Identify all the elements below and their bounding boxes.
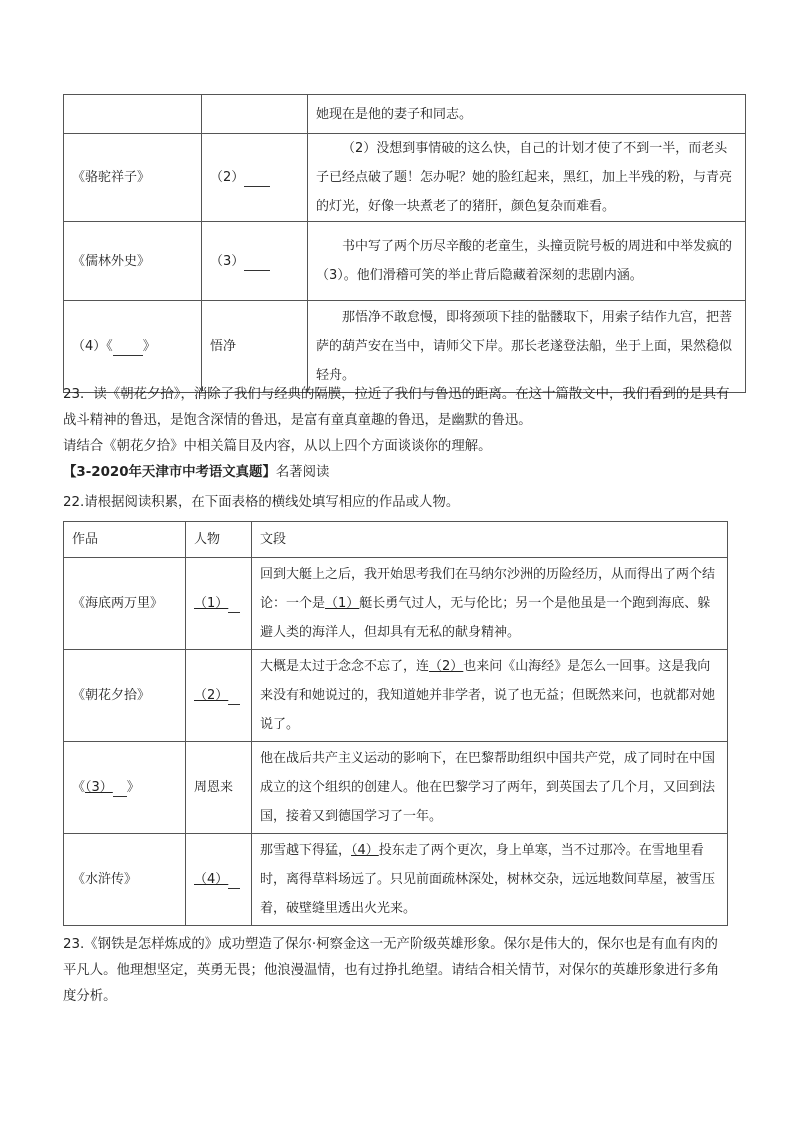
character-blank: （1） bbox=[186, 558, 252, 650]
answer-blank[interactable] bbox=[113, 339, 143, 356]
answer-blank[interactable] bbox=[228, 872, 240, 889]
character-blank: （2） bbox=[202, 134, 308, 222]
question-23-prompt: 23．读《朝花夕拾》，消除了我们与经典的隔膜，拉近了我们与鲁迅的距离。在这十篇散文中，我们看到的是具有战斗精神的鲁迅，是饱含深情的鲁迅，是富有童真童趣的鲁迅，是幽默的鲁迅。 bbox=[63, 387, 730, 428]
character-name: 悟净 bbox=[202, 301, 308, 393]
passage-text: 她现在是他的妻子和同志。 bbox=[308, 95, 746, 134]
work-title-blank: （4）《 》 bbox=[64, 301, 202, 393]
work-title: 《水浒传》 bbox=[64, 834, 186, 926]
works-table-1 bbox=[63, 94, 746, 393]
character-blank: （3） bbox=[202, 222, 308, 301]
question-22-prompt: 22.请根据阅读积累，在下面表格的横线处填写相应的作品或人物。 bbox=[63, 495, 460, 510]
passage-text: （2）没想到事情破的这么快，自己的计划才使了不到一半，而老头子已经点破了题！怎办呢？她的脸红起来，黑红，加上半残的粉，与青亮的灯光，好像一块煮老了的猪肝，颜色复杂而难看。 bbox=[308, 134, 746, 222]
answer-blank[interactable] bbox=[228, 596, 240, 613]
header-work: 作品 bbox=[64, 522, 186, 558]
passage-text: 那雪越下得猛，（4）投东走了两个更次，身上单寒，当不过那冷。在雪地里看时，离得草料场远了。只见前面疏林深处，树林交杂，远远地数间草屋，被雪压着，破壁缝里透出火光来。 bbox=[252, 834, 728, 926]
work-title: 《儒林外史》 bbox=[64, 222, 202, 301]
character-blank: （4） bbox=[186, 834, 252, 926]
work-title-blank: 《（3） 》 bbox=[64, 742, 186, 834]
character-name: 周恩来 bbox=[186, 742, 252, 834]
passage-text: 书中写了两个历尽辛酸的老童生，头撞贡院号板的周进和中举发疯的（3）。他们滑稽可笑的举止背后隐藏着深刻的悲剧内涵。 bbox=[308, 222, 746, 301]
passage-text: 他在战后共产主义运动的影响下，在巴黎帮助组织中国共产党，成了同时在中国成立的这个组织的创建人。他在巴黎学习了两年，到英国去了几个月，又回到法国，接着又到德国学习了一年。 bbox=[252, 742, 728, 834]
answer-blank[interactable] bbox=[244, 254, 270, 271]
cell-empty bbox=[64, 95, 202, 134]
answer-blank[interactable] bbox=[228, 688, 240, 705]
section-header: 【3-2020年天津市中考语文真题】名著阅读 bbox=[63, 465, 330, 480]
passage-text: 大概是太过于念念不忘了，连（2）也来问《山海经》是怎么一回事。这是我向来没有和她说过的，我知道她并非学者，说了也无益；但既然来问，也就都对她说了。 bbox=[252, 650, 728, 742]
question-23-instruction: 请结合《朝花夕拾》中相关篇目及内容，从以上四个方面谈谈你的理解。 bbox=[63, 439, 492, 454]
character-blank: （2） bbox=[186, 650, 252, 742]
header-passage: 文段 bbox=[252, 522, 728, 558]
cell-empty bbox=[202, 95, 308, 134]
answer-blank[interactable] bbox=[113, 780, 127, 797]
passage-text: 那悟净不敢怠慢，即将颈项下挂的骷髅取下，用索子结作九宫，把菩萨的葫芦安在当中，请师父下岸。那长老遂登法船，坐于上面，果然稳似轻舟。 bbox=[308, 301, 746, 393]
question-23b-prompt: 23.《钢铁是怎样炼成的》成功塑造了保尔·柯察金这一无产阶级英雄形象。保尔是伟大的，保尔也是有血有肉的平凡人。他理想坚定，英勇无畏；他浪漫温情，也有过挣扎绝望。请结合相关情节，对保尔的英雄形象进行多角度分析。 bbox=[63, 937, 720, 1004]
works-table-2 bbox=[63, 521, 728, 926]
work-title: 《海底两万里》 bbox=[64, 558, 186, 650]
work-title: 《朝花夕拾》 bbox=[64, 650, 186, 742]
work-title: 《骆驼祥子》 bbox=[64, 134, 202, 222]
header-character: 人物 bbox=[186, 522, 252, 558]
passage-text: 回到大艇上之后，我开始思考我们在马纳尔沙洲的历险经历，从而得出了两个结论：一个是（1）艇长勇气过人，无与伦比；另一个是他虽是一个跑到海底、躲避人类的海洋人，但却具有无私的献身精神。 bbox=[252, 558, 728, 650]
answer-blank[interactable] bbox=[244, 170, 270, 187]
